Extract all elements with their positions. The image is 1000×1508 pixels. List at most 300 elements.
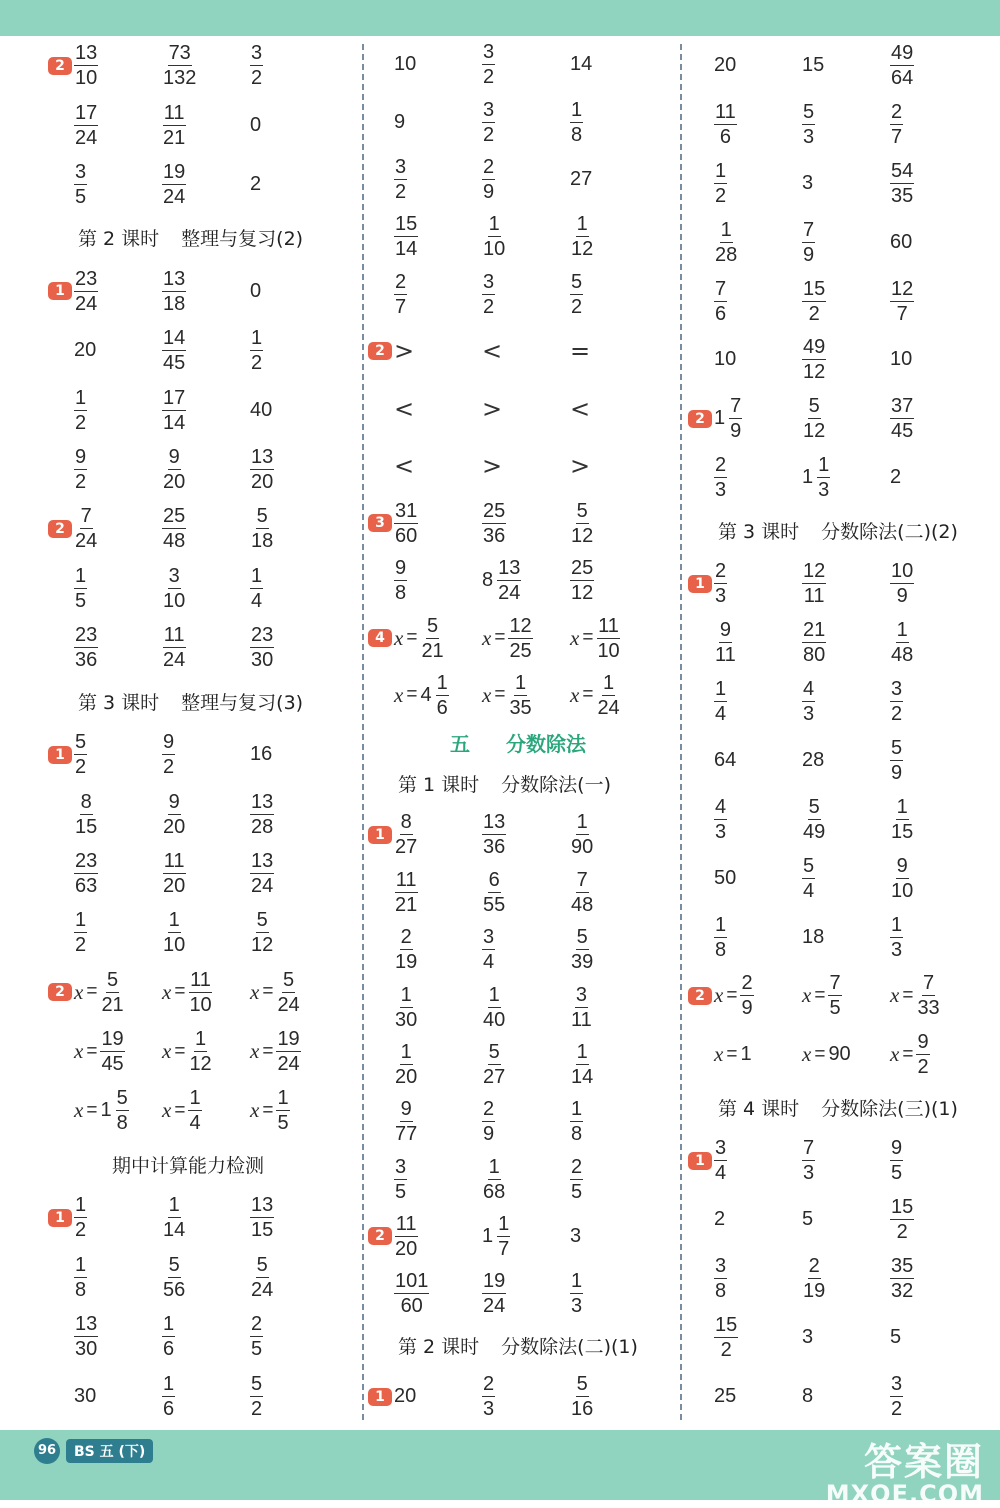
numerator: 3	[483, 270, 495, 293]
denominator: 18	[251, 530, 274, 553]
answer-cell	[394, 1265, 429, 1322]
lesson-title: 分数除法(二)(1)	[501, 1335, 638, 1358]
answer-value: 25	[714, 1384, 737, 1407]
numerator: 1	[515, 671, 527, 694]
fraction	[802, 102, 815, 147]
variable-x: x	[162, 1098, 172, 1123]
answer-cell	[74, 499, 98, 558]
answer-cell	[250, 95, 261, 154]
denominator: 15	[75, 815, 98, 838]
fraction	[714, 1256, 727, 1301]
variable-x: x	[74, 1039, 84, 1064]
answer-row	[688, 272, 988, 331]
denominator: 15	[891, 820, 914, 843]
answer-row	[688, 36, 988, 95]
answer-row	[48, 36, 348, 95]
denominator: 12	[803, 420, 826, 443]
denominator: 2	[891, 1397, 903, 1420]
denominator: 2	[571, 295, 583, 318]
answer-cell	[802, 731, 824, 790]
question-number-badge: 2	[48, 983, 72, 1001]
answer-cell	[802, 790, 826, 849]
fraction	[74, 269, 98, 314]
answer-row	[688, 1249, 988, 1308]
mixed-whole-part: 1	[100, 1099, 112, 1122]
lesson-heading	[368, 1322, 668, 1368]
answer-cell	[482, 1150, 506, 1207]
answer-row	[688, 154, 988, 213]
variable-x: x	[482, 625, 492, 650]
numerator: 13	[498, 557, 521, 580]
fraction	[570, 1374, 594, 1419]
fraction	[570, 812, 594, 857]
denominator: 3	[803, 702, 815, 725]
numerator: 1	[576, 811, 588, 834]
answer-cell	[250, 1307, 263, 1366]
fraction	[916, 1032, 929, 1077]
fraction	[250, 566, 263, 611]
denominator: 2	[483, 295, 495, 318]
unit-number: 五	[450, 731, 470, 756]
answer-cell	[250, 440, 274, 499]
answer-cell	[250, 36, 263, 95]
numerator: 11	[163, 624, 185, 647]
fraction	[482, 501, 506, 546]
fraction	[482, 1042, 506, 1087]
numerator: 1	[251, 564, 263, 587]
answer-cell	[714, 731, 736, 790]
fraction	[74, 43, 98, 88]
variable-x: x	[394, 625, 404, 650]
denominator: 4	[483, 951, 495, 974]
question-number-badge: 1	[688, 575, 712, 593]
fraction	[802, 1138, 815, 1183]
numerator: 1	[715, 913, 727, 936]
answer-cell	[394, 1093, 418, 1150]
fraction	[497, 558, 521, 603]
denominator: 30	[251, 649, 274, 672]
denominator: 64	[891, 66, 914, 89]
answer-cell	[570, 495, 594, 552]
denominator: 35	[891, 184, 914, 207]
answer-cell	[714, 1308, 738, 1367]
answer-row	[688, 330, 988, 389]
answer-cell	[394, 151, 407, 208]
numerator: 4	[715, 795, 727, 818]
denominator: 19	[803, 1280, 826, 1303]
answer-cell	[250, 262, 261, 321]
answer-cell	[890, 966, 941, 1025]
denominator: 24	[277, 1053, 300, 1076]
numerator: 9	[896, 854, 908, 877]
answer-cell	[714, 154, 727, 213]
fraction	[162, 792, 186, 837]
question-number-badge: 1	[48, 282, 72, 300]
denominator: 4	[251, 589, 263, 612]
answer-row	[368, 265, 668, 322]
variable-x: x	[250, 1098, 260, 1123]
numerator: 2	[251, 1313, 263, 1336]
numerator: 3	[891, 1372, 903, 1395]
variable-x: x	[74, 979, 84, 1004]
numerator: 5	[576, 1373, 588, 1396]
answer-row	[688, 95, 988, 154]
denominator: 9	[891, 761, 903, 784]
lesson-number: 第 2 课时	[78, 228, 160, 251]
fraction	[162, 162, 186, 207]
fraction	[394, 1099, 418, 1144]
denominator: 24	[483, 1295, 506, 1318]
answer-value: 9	[394, 110, 406, 133]
numerator: 1	[603, 671, 615, 694]
denominator: 36	[483, 836, 506, 859]
fraction	[250, 1255, 274, 1300]
fraction	[890, 161, 914, 206]
numerator: 11	[163, 101, 185, 124]
variable-x: x	[714, 1042, 724, 1067]
edition-label: BS 五 (下)	[66, 1439, 153, 1463]
answer-cell	[482, 380, 502, 437]
fraction	[508, 616, 532, 661]
denominator: 21	[101, 993, 124, 1016]
answer-value: 2	[890, 466, 902, 489]
answer-cell	[570, 806, 594, 863]
answer-row	[368, 667, 668, 724]
answer-cell	[394, 323, 414, 380]
answer-cell	[162, 380, 186, 439]
numerator: 5	[803, 100, 815, 123]
numerator: 1	[75, 1194, 87, 1217]
fraction	[162, 506, 186, 551]
answer-cell	[250, 321, 263, 380]
fraction	[714, 1315, 738, 1360]
lesson-heading	[688, 507, 988, 554]
answer-cell	[74, 559, 87, 618]
answer-cell	[714, 1249, 727, 1308]
answer-row	[48, 1248, 348, 1307]
fraction	[394, 501, 418, 546]
comparison-symbol: <	[570, 394, 591, 423]
lesson-title: 整理与复习(3)	[181, 691, 304, 714]
fraction	[482, 985, 506, 1030]
equals-sign: =	[726, 1043, 738, 1065]
answer-cell	[394, 667, 449, 724]
numerator: 1	[891, 913, 903, 936]
denominator: 45	[163, 352, 186, 375]
answer-cell	[714, 672, 727, 731]
comparison-symbol: <	[394, 452, 415, 481]
fraction	[394, 272, 407, 317]
numerator: 1	[498, 1212, 510, 1235]
fraction	[250, 625, 274, 670]
denominator: 24	[163, 649, 186, 672]
answer-cell	[890, 272, 914, 331]
fraction	[162, 1195, 186, 1240]
fraction	[714, 797, 727, 842]
answer-cell	[714, 330, 736, 389]
answer-row	[48, 321, 348, 380]
fraction	[250, 506, 274, 551]
answer-cell	[74, 725, 87, 784]
unit-name: 分数除法	[506, 731, 586, 756]
answer-cell	[802, 1190, 813, 1249]
fraction	[394, 214, 418, 259]
variable-x: x	[250, 979, 260, 1004]
answer-cell	[714, 1367, 736, 1426]
denominator: 60	[400, 1295, 423, 1318]
fraction	[250, 43, 263, 88]
answer-cell	[394, 864, 418, 921]
lesson-heading	[688, 1084, 988, 1131]
variable-x: x	[714, 983, 724, 1008]
denominator: 39	[571, 951, 594, 974]
top-color-band	[0, 0, 1000, 36]
answer-cell	[250, 155, 261, 214]
answer-cell	[74, 155, 87, 214]
answer-cell	[250, 903, 274, 962]
fraction	[890, 279, 914, 324]
numerator: 7	[923, 972, 935, 995]
fraction	[188, 970, 212, 1015]
answer-cell	[714, 966, 754, 1025]
numerator: 5	[283, 968, 295, 991]
equals-sign: =	[902, 984, 914, 1006]
numerator: 54	[891, 159, 914, 182]
answer-cell	[250, 844, 274, 903]
numerator: 1	[400, 983, 412, 1006]
fraction	[162, 103, 186, 148]
denominator: 48	[891, 644, 914, 667]
fraction	[570, 1271, 583, 1316]
numerator: 1	[189, 1087, 201, 1110]
answer-cell	[74, 440, 87, 499]
denominator: 30	[395, 1008, 418, 1031]
fraction	[482, 100, 495, 145]
answer-cell	[890, 1131, 903, 1190]
denominator: 10	[163, 934, 186, 957]
answer-value: 18	[802, 925, 825, 948]
fraction	[890, 561, 914, 606]
fraction	[890, 1197, 914, 1242]
watermark-line2: MXQE.COM	[825, 1480, 984, 1508]
answer-row	[688, 1131, 988, 1190]
fraction	[188, 1029, 212, 1074]
answer-row	[688, 1308, 988, 1367]
fraction	[74, 1255, 87, 1300]
answer-cell	[162, 559, 186, 618]
equals-sign: =	[174, 981, 186, 1003]
fraction	[394, 1271, 429, 1316]
numerator: 5	[803, 854, 815, 877]
denominator: 48	[163, 530, 186, 553]
numerator: 1	[818, 454, 830, 477]
answer-cell	[714, 389, 742, 448]
denominator: 2	[483, 123, 495, 146]
fraction	[570, 870, 594, 915]
answer-cell	[890, 1025, 930, 1084]
fraction	[74, 625, 98, 670]
answer-cell	[482, 1368, 495, 1425]
numerator: 5	[891, 736, 903, 759]
numerator: 2	[741, 972, 753, 995]
answer-cell	[802, 272, 826, 331]
answer-cell	[74, 1307, 98, 1366]
denominator: 80	[803, 644, 826, 667]
equals-sign: =	[86, 981, 98, 1003]
numerator: 9	[891, 1137, 903, 1160]
fraction	[817, 455, 830, 500]
denominator: 28	[715, 243, 738, 266]
lesson-number: 第 3 课时	[718, 521, 800, 544]
numerator: 13	[251, 790, 274, 813]
answer-cell	[570, 208, 594, 265]
numerator: 15	[395, 213, 418, 236]
denominator: 2	[75, 1219, 87, 1242]
comparison-symbol: >	[394, 337, 415, 366]
fraction	[729, 396, 742, 441]
numerator: 5	[808, 395, 820, 418]
answer-cell	[714, 849, 736, 908]
equals-sign: =	[262, 1099, 274, 1121]
numerator: 9	[168, 446, 180, 469]
numerator: 23	[75, 624, 98, 647]
answer-cell	[570, 667, 621, 724]
denominator: 3	[891, 938, 903, 961]
answer-cell	[482, 667, 533, 724]
fraction	[162, 447, 186, 492]
fraction	[802, 797, 826, 842]
answer-row	[688, 213, 988, 272]
answer-cell	[482, 208, 506, 265]
fraction	[890, 679, 903, 724]
answer-cell	[162, 499, 186, 558]
denominator: 8	[715, 1280, 727, 1303]
fraction	[420, 616, 444, 661]
fraction	[162, 1255, 186, 1300]
answer-cell	[74, 262, 98, 321]
numerator: 1	[715, 677, 727, 700]
answer-row	[688, 790, 988, 849]
denominator: 20	[395, 1237, 418, 1260]
answer-cell	[394, 609, 445, 666]
denominator: 32	[891, 1280, 914, 1303]
denominator: 2	[75, 471, 87, 494]
answer-cell	[74, 618, 98, 677]
answer-row	[48, 903, 348, 962]
fraction	[394, 870, 418, 915]
fraction	[100, 970, 124, 1015]
answer-cell	[570, 1036, 594, 1093]
answer-cell	[162, 1081, 202, 1140]
equals-sign: =	[814, 984, 826, 1006]
denominator: 2	[75, 756, 87, 779]
numerator: 1	[576, 1040, 588, 1063]
answer-row	[368, 1208, 668, 1265]
denominator: 21	[421, 639, 444, 662]
numerator: 13	[75, 1313, 98, 1336]
numerator: 2	[483, 1098, 495, 1121]
fraction	[714, 102, 737, 147]
answer-cell	[394, 978, 418, 1035]
answer-cell	[250, 559, 263, 618]
denominator: 24	[597, 696, 620, 719]
numerator: 23	[75, 849, 98, 872]
variable-x: x	[570, 625, 580, 650]
answer-value: 15	[802, 53, 825, 76]
numerator: 7	[730, 395, 742, 418]
numerator: 5	[251, 1372, 263, 1395]
answer-cell	[74, 321, 96, 380]
fraction	[74, 566, 87, 611]
denominator: 27	[483, 1065, 506, 1088]
answer-cell	[714, 272, 727, 331]
answer-cell	[394, 1150, 407, 1207]
denominator: 3	[715, 479, 727, 502]
fraction	[570, 558, 594, 603]
numerator: 1	[251, 327, 263, 350]
answer-cell	[714, 448, 727, 507]
fraction	[570, 985, 593, 1030]
denominator: 3	[571, 1295, 583, 1318]
fraction	[162, 269, 186, 314]
answer-cell	[890, 731, 903, 790]
answer-cell	[162, 155, 186, 214]
answer-row	[48, 499, 348, 558]
denominator: 21	[163, 126, 186, 149]
answer-cell	[162, 618, 186, 677]
denominator: 8	[395, 582, 407, 605]
numerator: 5	[256, 505, 268, 528]
denominator: 10	[189, 993, 212, 1016]
answer-column-middle	[368, 36, 668, 1426]
fraction	[250, 910, 274, 955]
answer-value: 90	[828, 1043, 851, 1066]
numerator: 15	[891, 1196, 914, 1219]
fraction	[714, 1138, 727, 1183]
denominator: 33	[917, 997, 940, 1020]
numerator: 23	[75, 267, 98, 290]
question-number-badge: 4	[368, 629, 392, 647]
answer-cell	[714, 613, 737, 672]
fraction	[162, 851, 186, 896]
answer-row	[48, 725, 348, 784]
answer-cell	[714, 213, 738, 272]
denominator: 24	[277, 993, 300, 1016]
denominator: 4	[715, 1162, 727, 1185]
denominator: 7	[896, 302, 908, 325]
denominator: 8	[715, 938, 727, 961]
numerator: 1	[168, 909, 180, 932]
answer-row	[688, 849, 988, 908]
comparison-symbol: <	[394, 394, 415, 423]
answer-row	[368, 36, 668, 93]
answer-value: 5	[802, 1208, 814, 1231]
denominator: 10	[483, 238, 506, 261]
fraction	[394, 985, 418, 1030]
equals-sign: =	[582, 627, 594, 649]
answer-cell	[482, 609, 533, 666]
denominator: 12	[803, 361, 826, 384]
variable-x: x	[802, 983, 812, 1008]
fraction	[250, 328, 263, 373]
fraction	[74, 910, 87, 955]
lesson-number: 第 2 课时	[398, 1335, 480, 1358]
fraction	[570, 1042, 594, 1087]
mixed-whole-part: 4	[420, 683, 432, 706]
fraction	[570, 1157, 583, 1202]
answer-row	[48, 618, 348, 677]
fraction	[802, 856, 815, 901]
